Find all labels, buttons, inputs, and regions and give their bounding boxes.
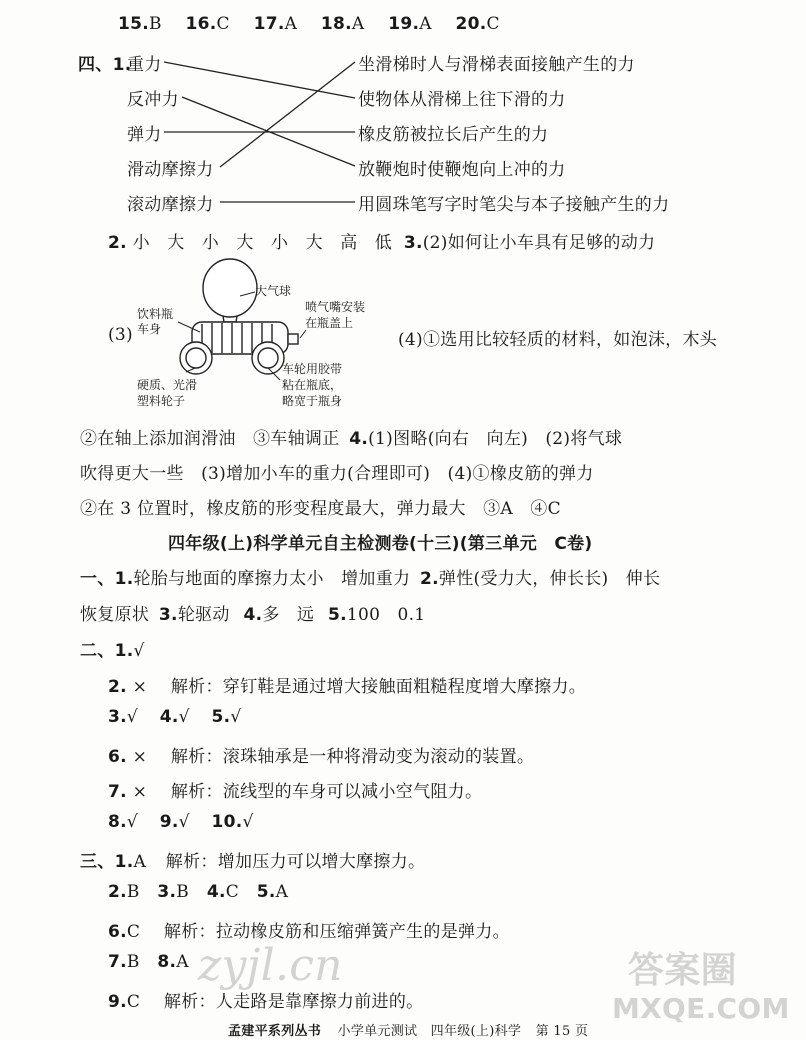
label-nozzle-1: 喷气嘴安装 <box>305 300 366 314</box>
section2-num-10: 10. <box>211 812 243 832</box>
section2-mark-3: √ <box>126 707 139 727</box>
q2-number: 2. <box>108 233 127 253</box>
section2-number: 二、1. <box>80 641 134 661</box>
section3-num-9: 9. <box>108 992 127 1012</box>
q4-number: 4. <box>349 429 369 449</box>
q17-ans: A <box>284 14 298 34</box>
section2-row-8 <box>108 812 254 832</box>
section2-mark-10: √ <box>242 812 254 832</box>
section3-note-6: 解析：拉动橡皮筋和压缩弹簧产生的是弹力。 <box>163 922 510 942</box>
answer-line-1-b: (1)图略(向右 向左) (2)将气球 <box>368 429 623 449</box>
label-glue-1: 车轮用胶带 <box>282 362 343 376</box>
section2-line-1 <box>80 636 145 661</box>
section2-mark-5: √ <box>230 707 242 727</box>
q16-ans: C <box>216 14 230 34</box>
section2-mark-6: × <box>132 747 148 767</box>
section3-ans-7: B <box>126 952 140 972</box>
section3-ans-8: A <box>176 952 189 972</box>
q3-4-answer: (4)①选用比较轻质的材料，如泡沫，木头 <box>398 330 718 350</box>
section2-note-6: 解析：滚珠轴承是一种将滑动变为滚动的装置。 <box>170 747 535 767</box>
section2-num-6: 6. <box>108 747 127 767</box>
section2-num-9: 9. <box>159 812 179 832</box>
section3-num-7: 7. <box>108 952 127 972</box>
match-left-2: 反冲力 <box>127 90 179 110</box>
section3-num-8: 8. <box>157 952 177 972</box>
q20-num: 20. <box>455 14 487 34</box>
match-right-5: 用圆珠笔写字时笔尖与本子接触产生的力 <box>358 195 670 215</box>
label-glue-2: 粘在瓶底， <box>282 378 343 392</box>
q15-num: 15. <box>118 14 150 34</box>
q16-num: 16. <box>185 14 217 34</box>
section3-ans-6: C <box>126 922 141 942</box>
section2-num-7: 7. <box>108 782 127 802</box>
watermark-right: 答案圈 <box>628 949 737 991</box>
match-left-5: 滚动摩擦力 <box>127 195 214 215</box>
diagram-leader-lines <box>0 0 806 420</box>
section3-note-1: 解析：增加压力可以增大摩擦力。 <box>165 852 426 872</box>
section3-line-1 <box>80 847 425 872</box>
footer-series: 孟建平系列丛书 <box>228 1024 322 1039</box>
q3-number: 3. <box>403 233 423 253</box>
section2-note-2: 解析：穿钉鞋是通过增大接触面粗糙程度增大摩擦力。 <box>170 677 587 697</box>
answer-line-2: 吹得更大一些 (3)增加小车的重力(合理即可) (4)①橡皮筋的弹力 <box>80 464 594 484</box>
section2-num-5: 5. <box>211 707 231 727</box>
q19-ans: A <box>419 14 432 34</box>
section3-row-7 <box>108 952 189 972</box>
q19-num: 19. <box>388 14 420 34</box>
section3-number: 三、1. <box>80 852 134 872</box>
q18-num: 18. <box>320 14 352 34</box>
label-wheel-1: 硬质、光滑 <box>137 378 198 392</box>
section3-num-5: 5. <box>256 882 276 902</box>
section1-ans-5: 100 0.1 <box>346 605 426 625</box>
section3-num-4: 4. <box>206 882 226 902</box>
page-title: 四年级(上)科学单元自主检测卷(十三)(第三单元 C卷) <box>168 534 593 554</box>
section2-num-2: 2. <box>108 677 127 697</box>
section2-mark-9: √ <box>178 812 190 832</box>
section1-ans-1: 轮胎与地面的摩擦力太小 增加重力 <box>133 569 411 589</box>
q3-3-prefix: (3) <box>108 325 133 345</box>
label-balloon: 大气球 <box>255 284 292 298</box>
section2-row-6 <box>108 742 534 767</box>
q20-ans: C <box>486 14 500 34</box>
section1-line-1 <box>80 564 660 589</box>
section3-row-6 <box>108 917 510 942</box>
section2-row-7 <box>108 777 482 802</box>
section3-num-6: 6. <box>108 922 127 942</box>
section1-line-2 <box>80 600 425 625</box>
q3-text: (2)如何让小车具有足够的动力 <box>422 233 656 253</box>
section3-note-9: 解析：人走路是靠摩擦力前进的。 <box>163 992 424 1012</box>
section1-ans-3: 轮驱动 <box>177 605 230 625</box>
section2-num-8: 8. <box>108 812 127 832</box>
section2-mark-7: × <box>132 782 148 802</box>
match-right-3: 橡皮筋被拉长后产生的力 <box>358 125 549 145</box>
section2-note-7: 解析：流线型的车身可以减小空气阻力。 <box>170 782 483 802</box>
label-nozzle-2: 在瓶盖上 <box>305 316 354 330</box>
section3-ans-5: A <box>275 882 289 902</box>
section1-num-2: 2. <box>420 569 439 589</box>
section3-ans-9: C <box>126 992 141 1012</box>
section4-number: 四、1. <box>78 55 132 75</box>
q17-num: 17. <box>253 14 285 34</box>
section1-num-3: 3. <box>158 605 178 625</box>
match-right-2: 使物体从滑梯上往下滑的力 <box>358 90 566 110</box>
match-left-4: 滑动摩擦力 <box>127 160 214 180</box>
section2-mark-4: √ <box>178 707 190 727</box>
label-bottle-1: 饮料瓶 <box>137 307 174 321</box>
footer-page: 第 15 页 <box>535 1024 589 1039</box>
section1-num-5: 5. <box>327 605 347 625</box>
q15-ans: B <box>149 14 162 34</box>
section2-num-4: 4. <box>159 707 179 727</box>
section3-ans-4: C <box>225 882 240 902</box>
section3-ans-3: B <box>176 882 190 902</box>
section2-ans-1: √ <box>133 641 145 661</box>
label-bottle-2: 车身 <box>137 322 162 336</box>
section1-ans-2: 弹性(受力大，伸长长) 伸长 <box>438 569 661 589</box>
section1-number: 一、1. <box>80 569 134 589</box>
section2-row-3 <box>108 707 242 727</box>
section3-row-2 <box>108 882 288 902</box>
answer-line-3: ②在 3 位置时，橡皮筋的形变程度最大，弹力最大 ③A ④C <box>80 499 561 519</box>
section3-num-3: 3. <box>157 882 177 902</box>
watermark-bottom: MXQE.COM <box>612 992 790 1025</box>
section3-num-2: 2. <box>108 882 127 902</box>
section2-mark-2: × <box>132 677 148 697</box>
match-right-1: 坐滑梯时人与滑梯表面接触产生的力 <box>358 55 635 75</box>
match-left-1: 重力 <box>127 55 162 75</box>
watermark-left: zyjl.cn <box>198 940 343 991</box>
section3-ans-1: A <box>133 852 147 872</box>
answer-line-1 <box>80 424 622 449</box>
match-left-3: 弹力 <box>127 125 162 145</box>
section3-ans-2: B <box>126 882 140 902</box>
answer-line-1-a: ②在轴上添加润滑油 ③车轴调正 <box>80 429 340 449</box>
section2-row-2 <box>108 672 586 697</box>
q2-answer: 小 大 小 大 小 大 高 低 <box>132 233 393 253</box>
section1-num-4: 4. <box>243 605 263 625</box>
section2-num-3: 3. <box>108 707 127 727</box>
section1-ans-4: 多 远 <box>262 605 315 625</box>
label-glue-3: 略宽于瓶身 <box>282 394 343 408</box>
page-footer <box>228 1020 588 1039</box>
label-wheel-2: 塑料轮子 <box>137 394 186 408</box>
q18-ans: A <box>351 14 365 34</box>
match-right-4: 放鞭炮时使鞭炮向上冲的力 <box>358 160 566 180</box>
section2-mark-8: √ <box>126 812 139 832</box>
section1-ans-2b: 恢复原状 <box>80 605 150 625</box>
footer-book: 小学单元测试 四年级(上)科学 <box>337 1024 522 1039</box>
